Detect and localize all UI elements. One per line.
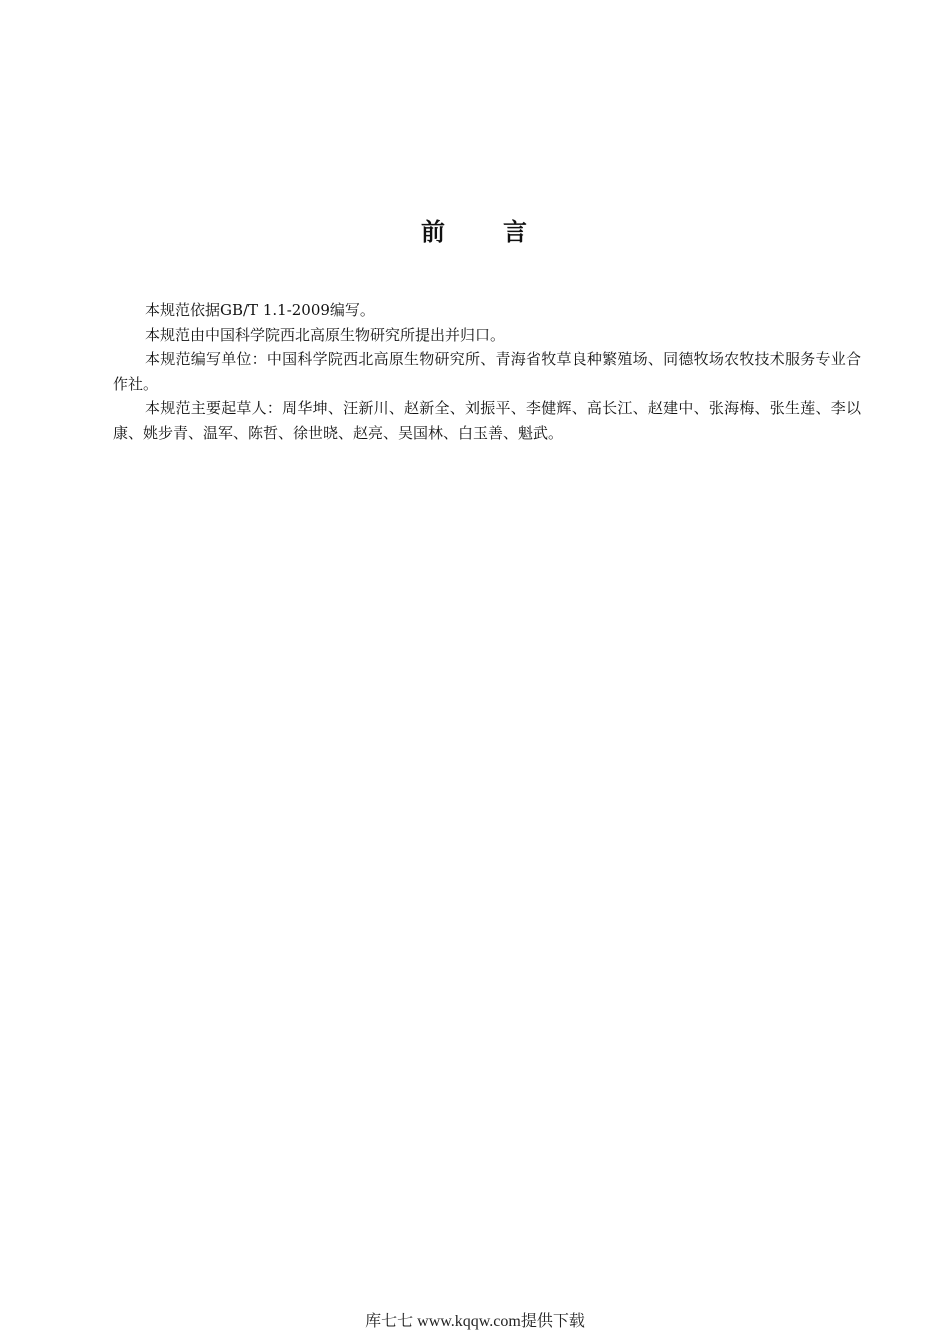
title-char-2: 言 [503, 218, 529, 246]
title-char-1: 前 [421, 218, 447, 246]
paragraph-basis: 本规范依据GB/T 1.1-2009编写。 [145, 301, 375, 319]
page-title [0, 212, 950, 247]
paragraph-drafters: 本规范主要起草人：周华坤、汪新川、赵新全、刘振平、李健辉、高长江、赵建中、张海梅、张生莲、李以康、姚步青、温军、陈哲、徐世晓、赵亮、吴国林、白玉善、魁武。 [113, 399, 861, 442]
paragraph-proposer: 本规范由中国科学院西北高原生物研究所提出并归口。 [145, 325, 506, 344]
download-source-footer: 库七七 www.kqqw.com提供下载 [365, 1313, 585, 1330]
foreword-body [113, 298, 861, 445]
paragraph-drafting-units: 本规范编写单位：中国科学院西北高原生物研究所、青海省牧草良种繁殖场、同德牧场农牧技术服务专业合作社。 [113, 350, 861, 393]
